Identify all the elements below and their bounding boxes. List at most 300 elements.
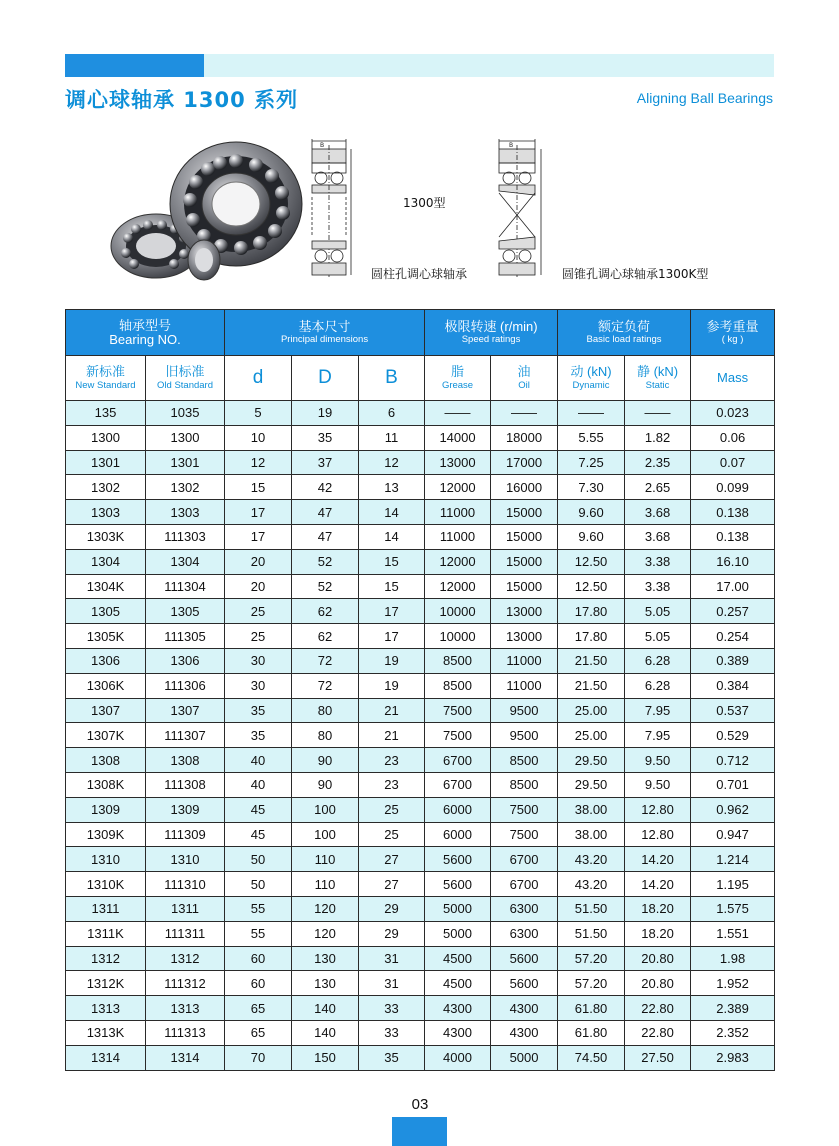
cell-oil-speed: 13000 xyxy=(491,624,558,649)
cell-static-load: 27.50 xyxy=(625,1045,691,1070)
cell-static-load: 20.80 xyxy=(625,946,691,971)
cell-new-standard: 1300 xyxy=(66,425,146,450)
cell-grease-speed: 5000 xyxy=(425,921,491,946)
subheader-outer-d: D xyxy=(292,356,359,401)
cell-bore-d: 40 xyxy=(225,772,292,797)
diagram-label-b: B xyxy=(320,142,325,149)
cell-bore-d: 40 xyxy=(225,748,292,773)
cell-grease-speed: 8500 xyxy=(425,673,491,698)
table-row xyxy=(66,971,775,996)
top-banner xyxy=(65,54,774,77)
cell-grease-speed: 5000 xyxy=(425,896,491,921)
cell-mass: 0.529 xyxy=(691,723,775,748)
cell-dynamic-load: 17.80 xyxy=(558,624,625,649)
cell-grease-speed: 14000 xyxy=(425,425,491,450)
cell-width-b: 21 xyxy=(359,723,425,748)
cell-static-load: 5.05 xyxy=(625,624,691,649)
cell-outer-diameter: 100 xyxy=(292,797,359,822)
cell-grease-speed: 5600 xyxy=(425,847,491,872)
cell-old-standard: 1035 xyxy=(146,401,225,426)
cell-width-b: 21 xyxy=(359,698,425,723)
cell-oil-speed: 5000 xyxy=(491,1045,558,1070)
cell-oil-speed: 5600 xyxy=(491,971,558,996)
cell-mass: 1.952 xyxy=(691,971,775,996)
table-row xyxy=(66,748,775,773)
table-row xyxy=(66,822,775,847)
cell-outer-diameter: 140 xyxy=(292,1020,359,1045)
table-row xyxy=(66,1045,775,1070)
cell-bore-d: 20 xyxy=(225,574,292,599)
cell-width-b: 33 xyxy=(359,1020,425,1045)
cell-outer-diameter: 35 xyxy=(292,425,359,450)
cell-oil-speed: 6300 xyxy=(491,921,558,946)
table-row xyxy=(66,1020,775,1045)
cell-new-standard: 1311K xyxy=(66,921,146,946)
cell-mass: 0.712 xyxy=(691,748,775,773)
subheader-old-standard: 旧标准 Old Standard xyxy=(146,356,225,401)
cell-oil-speed: 15000 xyxy=(491,549,558,574)
cell-oil-speed: 13000 xyxy=(491,599,558,624)
cell-dynamic-load: 43.20 xyxy=(558,872,625,897)
spec-table-body xyxy=(66,401,775,1071)
cell-mass: 0.537 xyxy=(691,698,775,723)
table-row xyxy=(66,524,775,549)
cell-outer-diameter: 90 xyxy=(292,748,359,773)
group-header-row xyxy=(66,310,775,356)
cell-new-standard: 1312K xyxy=(66,971,146,996)
cell-old-standard: 1307 xyxy=(146,698,225,723)
cell-old-standard: 1310 xyxy=(146,847,225,872)
cell-grease-speed: 8500 xyxy=(425,648,491,673)
cell-old-standard: 1309 xyxy=(146,797,225,822)
cell-outer-diameter: 62 xyxy=(292,624,359,649)
cell-mass: 1.195 xyxy=(691,872,775,897)
cell-grease-speed: 4300 xyxy=(425,996,491,1021)
subheader-grease: 脂 Grease xyxy=(425,356,491,401)
cell-old-standard: 1302 xyxy=(146,475,225,500)
cell-static-load: 5.05 xyxy=(625,599,691,624)
cell-width-b: 25 xyxy=(359,822,425,847)
cell-old-standard: 111308 xyxy=(146,772,225,797)
subheader-static: 静 (kN) Static xyxy=(625,356,691,401)
cell-grease-speed: 4000 xyxy=(425,1045,491,1070)
cell-bore-d: 60 xyxy=(225,971,292,996)
cell-outer-diameter: 42 xyxy=(292,475,359,500)
cell-mass: 0.099 xyxy=(691,475,775,500)
cell-width-b: 15 xyxy=(359,574,425,599)
cell-bore-d: 65 xyxy=(225,996,292,1021)
cell-static-load: 1.82 xyxy=(625,425,691,450)
cell-width-b: 27 xyxy=(359,847,425,872)
cell-old-standard: 1304 xyxy=(146,549,225,574)
cell-mass: 0.962 xyxy=(691,797,775,822)
cell-width-b: 33 xyxy=(359,996,425,1021)
cell-new-standard: 1306K xyxy=(66,673,146,698)
cell-new-standard: 1309K xyxy=(66,822,146,847)
cell-oil-speed: 9500 xyxy=(491,698,558,723)
cell-width-b: 13 xyxy=(359,475,425,500)
cell-static-load: 7.95 xyxy=(625,698,691,723)
cell-oil-speed: 8500 xyxy=(491,772,558,797)
cell-new-standard: 1304K xyxy=(66,574,146,599)
page-title-english: Aligning Ball Bearings xyxy=(636,90,773,106)
cell-outer-diameter: 150 xyxy=(292,1045,359,1070)
cell-mass: 0.06 xyxy=(691,425,775,450)
cell-dynamic-load: 61.80 xyxy=(558,996,625,1021)
cell-bore-d: 17 xyxy=(225,524,292,549)
table-row xyxy=(66,797,775,822)
cell-old-standard: 1313 xyxy=(146,996,225,1021)
cell-bore-d: 45 xyxy=(225,797,292,822)
cell-old-standard: 111303 xyxy=(146,524,225,549)
cell-new-standard: 1311 xyxy=(66,896,146,921)
table-row xyxy=(66,624,775,649)
subheader-d: d xyxy=(225,356,292,401)
cell-mass: 0.257 xyxy=(691,599,775,624)
cell-dynamic-load: 21.50 xyxy=(558,673,625,698)
cell-grease-speed: 5600 xyxy=(425,872,491,897)
cell-bore-d: 55 xyxy=(225,896,292,921)
cell-bore-d: 30 xyxy=(225,648,292,673)
cell-outer-diameter: 130 xyxy=(292,971,359,996)
cell-new-standard: 1307 xyxy=(66,698,146,723)
cell-bore-d: 25 xyxy=(225,624,292,649)
bearing-spec-table xyxy=(65,309,775,1071)
cell-width-b: 29 xyxy=(359,896,425,921)
table-row xyxy=(66,648,775,673)
cell-oil-speed: 11000 xyxy=(491,648,558,673)
table-row xyxy=(66,772,775,797)
cell-static-load: 6.28 xyxy=(625,648,691,673)
cell-old-standard: 111313 xyxy=(146,1020,225,1045)
cell-dynamic-load: 38.00 xyxy=(558,797,625,822)
cell-grease-speed: 12000 xyxy=(425,475,491,500)
cell-bore-d: 12 xyxy=(225,450,292,475)
cell-width-b: 14 xyxy=(359,524,425,549)
page-title: 调心球轴承 1300 系列 xyxy=(65,88,299,112)
cell-width-b: 25 xyxy=(359,797,425,822)
cell-width-b: 29 xyxy=(359,921,425,946)
table-row xyxy=(66,450,775,475)
table-row xyxy=(66,847,775,872)
cell-bore-d: 15 xyxy=(225,475,292,500)
cell-grease-speed: 10000 xyxy=(425,599,491,624)
table-row xyxy=(66,896,775,921)
cell-dynamic-load: 51.50 xyxy=(558,921,625,946)
cell-static-load: 18.20 xyxy=(625,921,691,946)
cell-bore-d: 55 xyxy=(225,921,292,946)
cell-oil-speed: 15000 xyxy=(491,574,558,599)
cell-dynamic-load: 38.00 xyxy=(558,822,625,847)
cell-static-load: 6.28 xyxy=(625,673,691,698)
cell-outer-diameter: 80 xyxy=(292,698,359,723)
cell-new-standard: 1309 xyxy=(66,797,146,822)
cell-mass: 1.551 xyxy=(691,921,775,946)
cell-mass: 0.254 xyxy=(691,624,775,649)
top-banner-accent xyxy=(65,54,204,77)
cell-dynamic-load: 51.50 xyxy=(558,896,625,921)
cell-mass: 2.983 xyxy=(691,1045,775,1070)
cell-new-standard: 1301 xyxy=(66,450,146,475)
cell-bore-d: 60 xyxy=(225,946,292,971)
table-row xyxy=(66,574,775,599)
cell-new-standard: 1310 xyxy=(66,847,146,872)
cell-dynamic-load: 29.50 xyxy=(558,748,625,773)
cell-old-standard: 111311 xyxy=(146,921,225,946)
cell-grease-speed: 7500 xyxy=(425,723,491,748)
cell-outer-diameter: 130 xyxy=(292,946,359,971)
cell-dynamic-load: 43.20 xyxy=(558,847,625,872)
cell-grease-speed: —— xyxy=(425,401,491,426)
cell-static-load: 2.35 xyxy=(625,450,691,475)
cell-new-standard: 1303K xyxy=(66,524,146,549)
cell-old-standard: 1303 xyxy=(146,500,225,525)
cell-grease-speed: 6000 xyxy=(425,797,491,822)
cell-new-standard: 1314 xyxy=(66,1045,146,1070)
cell-oil-speed: 15000 xyxy=(491,524,558,549)
page-number: 03 xyxy=(411,1096,429,1113)
cell-bore-d: 20 xyxy=(225,549,292,574)
cell-mass: 0.138 xyxy=(691,500,775,525)
header-speed-ratings: 极限转速 (r/min) Speed ratings xyxy=(425,310,558,356)
cell-mass: 1.214 xyxy=(691,847,775,872)
cell-outer-diameter: 52 xyxy=(292,574,359,599)
cell-mass: 17.00 xyxy=(691,574,775,599)
cell-old-standard: 1311 xyxy=(146,896,225,921)
cell-mass: 0.701 xyxy=(691,772,775,797)
cylindrical-bore-diagram xyxy=(308,137,354,280)
cell-dynamic-load: 29.50 xyxy=(558,772,625,797)
cell-new-standard: 1310K xyxy=(66,872,146,897)
cell-old-standard: 111312 xyxy=(146,971,225,996)
cell-new-standard: 1304 xyxy=(66,549,146,574)
cell-bore-d: 50 xyxy=(225,872,292,897)
cell-oil-speed: 15000 xyxy=(491,500,558,525)
subheader-b: B xyxy=(359,356,425,401)
cell-mass: 0.023 xyxy=(691,401,775,426)
cell-outer-diameter: 19 xyxy=(292,401,359,426)
cell-bore-d: 5 xyxy=(225,401,292,426)
cell-outer-diameter: 110 xyxy=(292,872,359,897)
cell-outer-diameter: 47 xyxy=(292,524,359,549)
table-row xyxy=(66,872,775,897)
cell-bore-d: 25 xyxy=(225,599,292,624)
cell-width-b: 17 xyxy=(359,624,425,649)
header-principal-dimensions: 基本尺寸 Principal dimensions xyxy=(225,310,425,356)
cell-dynamic-load: 7.25 xyxy=(558,450,625,475)
diagram-label-b-tapered: B xyxy=(509,142,514,149)
header-mass: 参考重量 ( kg ) xyxy=(691,310,775,356)
cell-new-standard: 1312 xyxy=(66,946,146,971)
table-row xyxy=(66,401,775,426)
cell-bore-d: 65 xyxy=(225,1020,292,1045)
tapered-bore-diagram xyxy=(495,137,547,280)
cell-oil-speed: 4300 xyxy=(491,1020,558,1045)
cell-mass: 1.575 xyxy=(691,896,775,921)
table-row xyxy=(66,549,775,574)
cell-new-standard: 1306 xyxy=(66,648,146,673)
cell-width-b: 17 xyxy=(359,599,425,624)
table-row xyxy=(66,921,775,946)
subheader-dynamic: 动 (kN) Dynamic xyxy=(558,356,625,401)
cell-width-b: 11 xyxy=(359,425,425,450)
cell-grease-speed: 4500 xyxy=(425,946,491,971)
cell-width-b: 27 xyxy=(359,872,425,897)
cell-dynamic-load: 9.60 xyxy=(558,524,625,549)
cell-bore-d: 45 xyxy=(225,822,292,847)
cell-width-b: 35 xyxy=(359,1045,425,1070)
cell-grease-speed: 6700 xyxy=(425,772,491,797)
cell-grease-speed: 7500 xyxy=(425,698,491,723)
cell-width-b: 19 xyxy=(359,648,425,673)
subheader-mass: Mass xyxy=(691,356,775,401)
cell-mass: 0.389 xyxy=(691,648,775,673)
cell-new-standard: 1307K xyxy=(66,723,146,748)
sub-header-row xyxy=(66,356,775,401)
cell-grease-speed: 13000 xyxy=(425,450,491,475)
cell-old-standard: 1301 xyxy=(146,450,225,475)
cell-old-standard: 111309 xyxy=(146,822,225,847)
cell-width-b: 6 xyxy=(359,401,425,426)
cell-outer-diameter: 140 xyxy=(292,996,359,1021)
cell-old-standard: 111306 xyxy=(146,673,225,698)
cell-new-standard: 1308 xyxy=(66,748,146,773)
cell-old-standard: 1314 xyxy=(146,1045,225,1070)
table-row xyxy=(66,599,775,624)
cell-width-b: 19 xyxy=(359,673,425,698)
cell-old-standard: 111307 xyxy=(146,723,225,748)
cell-outer-diameter: 120 xyxy=(292,921,359,946)
cell-outer-diameter: 72 xyxy=(292,673,359,698)
cell-grease-speed: 4300 xyxy=(425,1020,491,1045)
cell-new-standard: 1313K xyxy=(66,1020,146,1045)
cell-oil-speed: 11000 xyxy=(491,673,558,698)
cell-oil-speed: 18000 xyxy=(491,425,558,450)
table-row xyxy=(66,996,775,1021)
cell-width-b: 12 xyxy=(359,450,425,475)
cell-dynamic-load: 57.20 xyxy=(558,946,625,971)
cell-grease-speed: 11000 xyxy=(425,500,491,525)
cell-new-standard: 1305K xyxy=(66,624,146,649)
cell-static-load: —— xyxy=(625,401,691,426)
cell-static-load: 22.80 xyxy=(625,1020,691,1045)
cell-oil-speed: 6700 xyxy=(491,872,558,897)
cell-oil-speed: —— xyxy=(491,401,558,426)
page-number-tab xyxy=(392,1117,447,1146)
header-load-ratings: 额定负荷 Basic load ratings xyxy=(558,310,691,356)
cell-width-b: 31 xyxy=(359,946,425,971)
cell-old-standard: 1300 xyxy=(146,425,225,450)
cell-bore-d: 17 xyxy=(225,500,292,525)
cell-old-standard: 111310 xyxy=(146,872,225,897)
cell-dynamic-load: 61.80 xyxy=(558,1020,625,1045)
table-row xyxy=(66,673,775,698)
cell-static-load: 3.38 xyxy=(625,549,691,574)
cell-dynamic-load: 9.60 xyxy=(558,500,625,525)
cell-dynamic-load: 57.20 xyxy=(558,971,625,996)
cell-new-standard: 1305 xyxy=(66,599,146,624)
cell-oil-speed: 9500 xyxy=(491,723,558,748)
cell-bore-d: 10 xyxy=(225,425,292,450)
cell-dynamic-load: —— xyxy=(558,401,625,426)
cell-dynamic-load: 17.80 xyxy=(558,599,625,624)
cell-grease-speed: 6000 xyxy=(425,822,491,847)
cell-bore-d: 50 xyxy=(225,847,292,872)
cell-dynamic-load: 12.50 xyxy=(558,549,625,574)
header-bearing-no: 轴承型号 Bearing NO. xyxy=(66,310,225,356)
cell-outer-diameter: 37 xyxy=(292,450,359,475)
table-row xyxy=(66,500,775,525)
cell-old-standard: 1312 xyxy=(146,946,225,971)
cell-dynamic-load: 21.50 xyxy=(558,648,625,673)
cell-static-load: 22.80 xyxy=(625,996,691,1021)
cell-mass: 0.384 xyxy=(691,673,775,698)
cell-mass: 16.10 xyxy=(691,549,775,574)
cell-static-load: 20.80 xyxy=(625,971,691,996)
cell-grease-speed: 6700 xyxy=(425,748,491,773)
bearing-photo xyxy=(108,138,304,283)
cell-static-load: 12.80 xyxy=(625,797,691,822)
cell-outer-diameter: 120 xyxy=(292,896,359,921)
cell-oil-speed: 17000 xyxy=(491,450,558,475)
cell-old-standard: 1306 xyxy=(146,648,225,673)
cell-oil-speed: 4300 xyxy=(491,996,558,1021)
cell-outer-diameter: 100 xyxy=(292,822,359,847)
cell-old-standard: 111304 xyxy=(146,574,225,599)
cell-bore-d: 70 xyxy=(225,1045,292,1070)
type-label: 1300型 xyxy=(403,196,446,210)
cell-width-b: 14 xyxy=(359,500,425,525)
cell-dynamic-load: 74.50 xyxy=(558,1045,625,1070)
cell-dynamic-load: 7.30 xyxy=(558,475,625,500)
cell-grease-speed: 12000 xyxy=(425,549,491,574)
cell-mass: 2.389 xyxy=(691,996,775,1021)
caption-cylindrical-bore: 圆柱孔调心球轴承 xyxy=(371,267,468,281)
subheader-oil: 油 Oil xyxy=(491,356,558,401)
table-row xyxy=(66,425,775,450)
cell-new-standard: 1313 xyxy=(66,996,146,1021)
cell-new-standard: 1302 xyxy=(66,475,146,500)
cell-static-load: 12.80 xyxy=(625,822,691,847)
cell-bore-d: 35 xyxy=(225,698,292,723)
subheader-new-standard: 新标准 New Standard xyxy=(66,356,146,401)
cell-outer-diameter: 90 xyxy=(292,772,359,797)
cell-oil-speed: 5600 xyxy=(491,946,558,971)
cell-grease-speed: 11000 xyxy=(425,524,491,549)
cell-new-standard: 1308K xyxy=(66,772,146,797)
cell-outer-diameter: 52 xyxy=(292,549,359,574)
cell-new-standard: 135 xyxy=(66,401,146,426)
cell-dynamic-load: 5.55 xyxy=(558,425,625,450)
cell-static-load: 7.95 xyxy=(625,723,691,748)
cell-new-standard: 1303 xyxy=(66,500,146,525)
cell-mass: 0.947 xyxy=(691,822,775,847)
cell-old-standard: 111305 xyxy=(146,624,225,649)
cell-static-load: 14.20 xyxy=(625,847,691,872)
cell-oil-speed: 7500 xyxy=(491,822,558,847)
cell-oil-speed: 7500 xyxy=(491,797,558,822)
cell-outer-diameter: 72 xyxy=(292,648,359,673)
cell-static-load: 14.20 xyxy=(625,872,691,897)
cell-static-load: 3.38 xyxy=(625,574,691,599)
cell-static-load: 3.68 xyxy=(625,524,691,549)
cell-width-b: 31 xyxy=(359,971,425,996)
cell-grease-speed: 12000 xyxy=(425,574,491,599)
cell-outer-diameter: 110 xyxy=(292,847,359,872)
cell-static-load: 3.68 xyxy=(625,500,691,525)
cell-mass: 0.138 xyxy=(691,524,775,549)
cell-oil-speed: 6700 xyxy=(491,847,558,872)
